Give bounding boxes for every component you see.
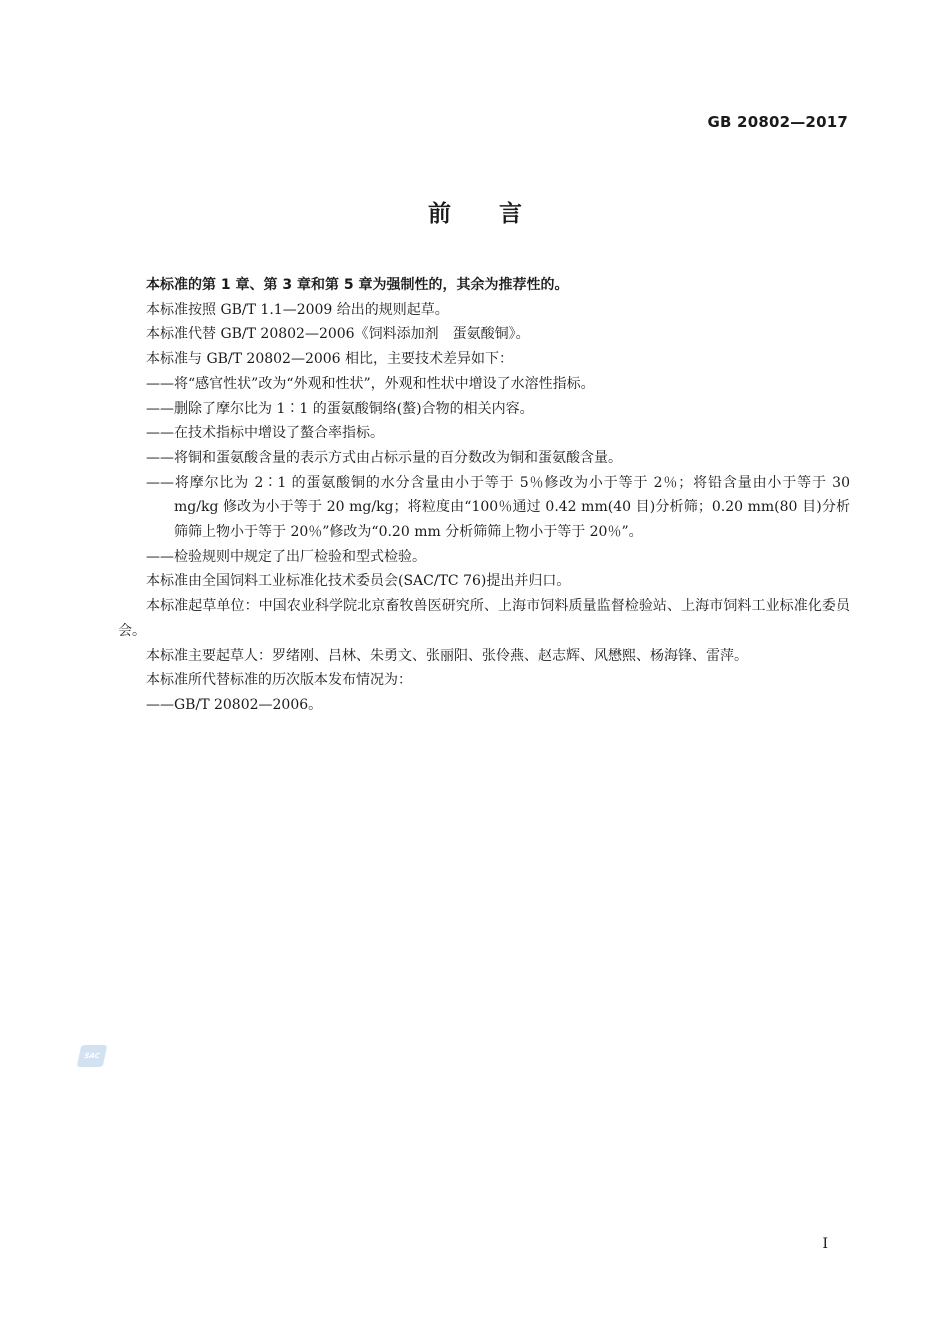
previous-version-item: ——GB/T 20802—2006。 — [146, 696, 323, 713]
sac-watermark-logo: SAC — [77, 1045, 108, 1067]
paragraph-replaces: 本标准代替 GB/T 20802—2006《饲料添加剂 蛋氨酸铜》。 — [146, 326, 530, 343]
paragraph-proposed-by: 本标准由全国饲料工业标准化技术委员会(SAC/TC 76)提出并归口。 — [146, 573, 571, 590]
standard-number: GB 20802—2017 — [707, 113, 848, 131]
page-number: I — [822, 1236, 828, 1252]
difference-item: ——将铜和蛋氨酸含量的表示方式由占标示量的百分数改为铜和蛋氨酸含量。 — [146, 449, 622, 466]
foreword-body — [118, 273, 850, 718]
difference-item: ——在技术指标中增设了螯合率指标。 — [146, 425, 384, 442]
paragraph-differences-intro: 本标准与 GB/T 20802—2006 相比，主要技术差异如下： — [146, 351, 514, 368]
difference-item: ——将“感官性状”改为“外观和性状”，外观和性状中增设了水溶性指标。 — [146, 375, 595, 392]
paragraph-mandatory-chapters: 本标准的第 1 章、第 3 章和第 5 章为强制性的，其余为推荐性的。 — [146, 277, 569, 293]
difference-item: ——将摩尔比为 2∶1 的蛋氨酸铜的水分含量由小于等于 5％修改为小于等于 2％；将铅含量由小于等于 30 mg/kg 修改为小于等于 20 mg/kg；将粒度由“100％通过 0.42 mm(40 目)分析筛；0.20 mm(80 目)分析筛筛上物小于等于 20％”修改为“0.20 mm 分析筛筛上物小于等于 20％”。 — [146, 474, 850, 541]
difference-item: ——检验规则中规定了出厂检验和型式检验。 — [146, 548, 426, 565]
page-title: 前言 — [428, 201, 570, 227]
paragraph-drafting-units: 本标准起草单位：中国农业科学院北京畜牧兽医研究所、上海市饲料质量监督检验站、上海市饲料工业标准化委员会。 — [118, 598, 850, 639]
paragraph-drafting-rules: 本标准按照 GB/T 1.1—2009 给出的规则起草。 — [146, 301, 449, 318]
paragraph-previous-versions: 本标准所代替标准的历次版本发布情况为： — [146, 672, 412, 689]
difference-item: ——删除了摩尔比为 1∶1 的蛋氨酸铜络(螯)合物的相关内容。 — [146, 400, 534, 417]
paragraph-drafters: 本标准主要起草人：罗绪刚、吕林、朱勇文、张丽阳、张伶燕、赵志辉、风懋熙、杨海锋、雷萍。 — [146, 647, 748, 664]
